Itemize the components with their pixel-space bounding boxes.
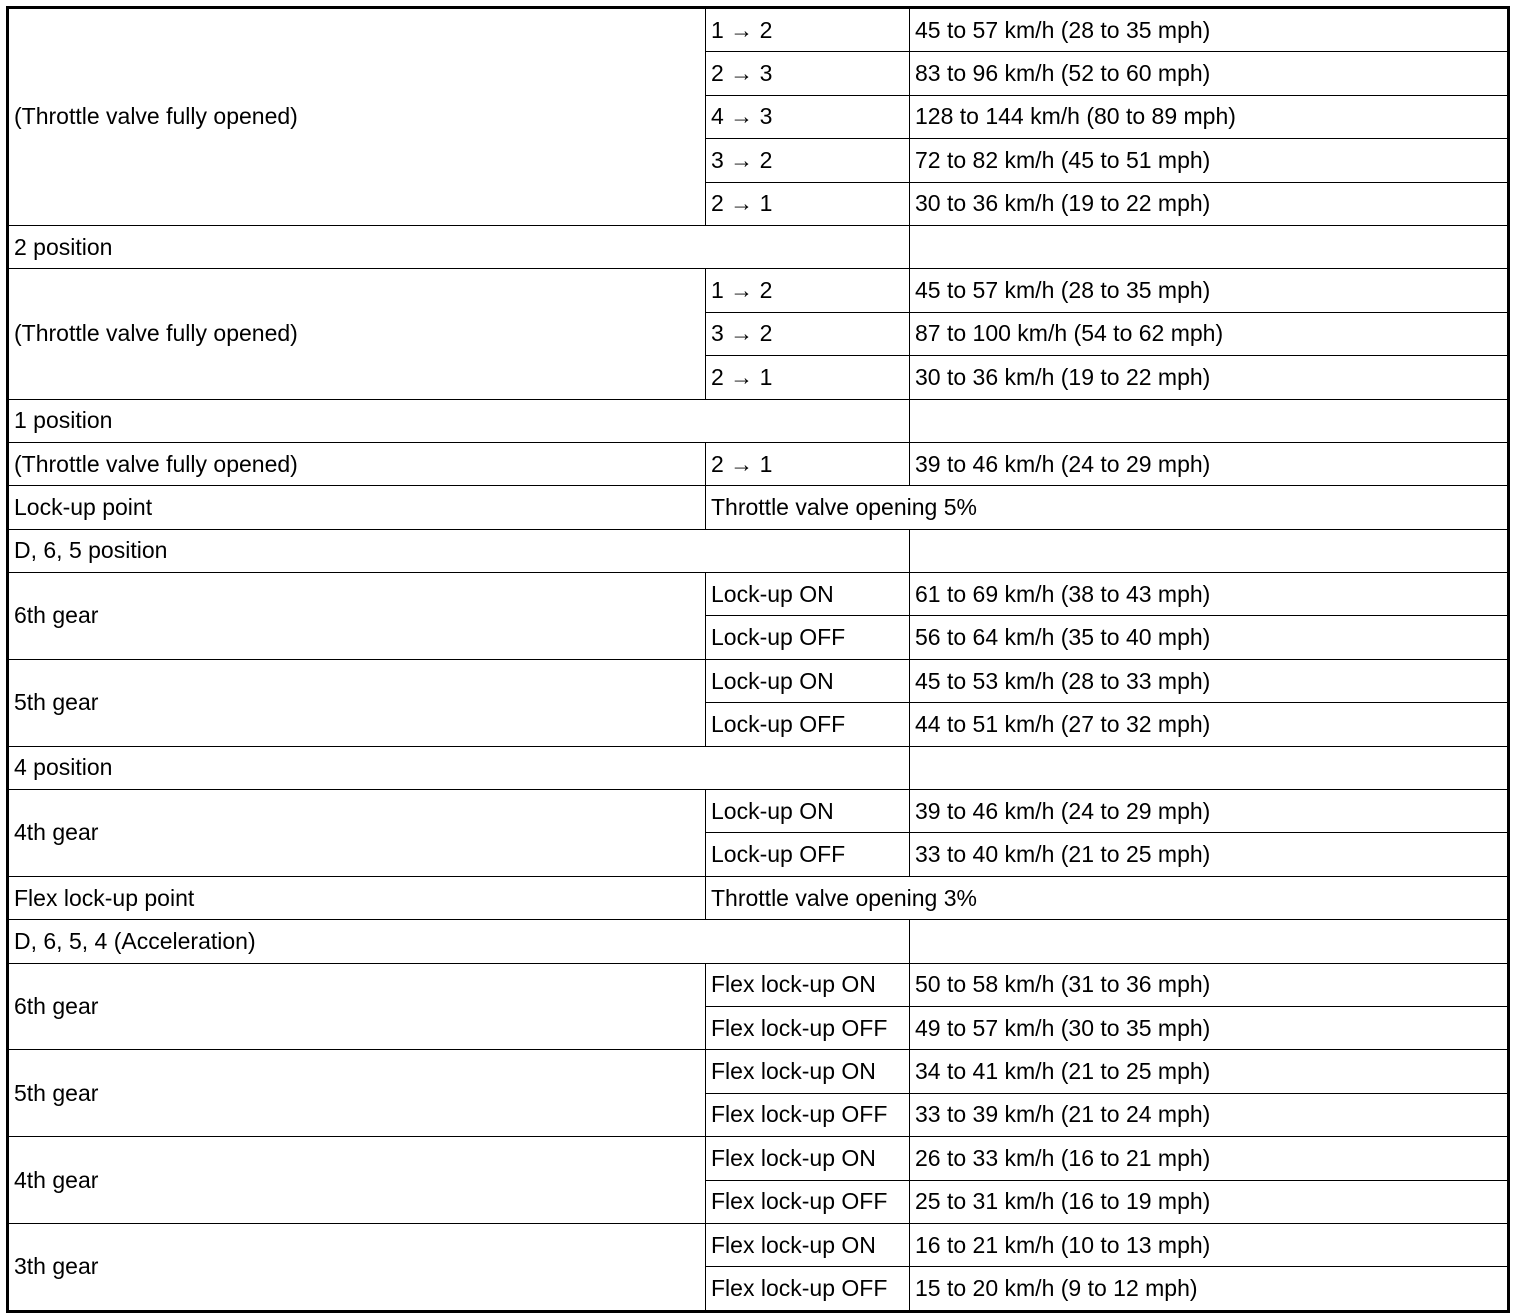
empty-cell bbox=[910, 399, 1509, 442]
state-cell: Flex lock-up ON bbox=[706, 1050, 910, 1093]
speed-cell: 39 to 46 km/h (24 to 29 mph) bbox=[910, 442, 1509, 485]
state-cell: Lock-up OFF bbox=[706, 833, 910, 876]
table-row bbox=[8, 659, 1509, 702]
empty-cell bbox=[910, 920, 1509, 963]
speed-cell: 25 to 31 km/h (16 to 19 mph) bbox=[910, 1180, 1509, 1223]
speed-cell: 16 to 21 km/h (10 to 13 mph) bbox=[910, 1223, 1509, 1266]
lockup-point-value: Throttle valve opening 5% bbox=[706, 486, 1509, 529]
section-heading-row bbox=[8, 225, 1509, 268]
gear-label: 4th gear bbox=[8, 1137, 706, 1224]
state-cell: Lock-up ON bbox=[706, 573, 910, 616]
shift-cell: 2 → 1 bbox=[706, 442, 910, 485]
table-row bbox=[8, 269, 1509, 312]
shift-cell: 2 → 1 bbox=[706, 182, 910, 225]
table-row bbox=[8, 442, 1509, 485]
speed-cell: 72 to 82 km/h (45 to 51 mph) bbox=[910, 139, 1509, 182]
state-cell: Flex lock-up OFF bbox=[706, 1180, 910, 1223]
state-cell: Flex lock-up ON bbox=[706, 1223, 910, 1266]
speed-cell: 45 to 57 km/h (28 to 35 mph) bbox=[910, 269, 1509, 312]
speed-cell: 44 to 51 km/h (27 to 32 mph) bbox=[910, 703, 1509, 746]
section-heading: 4 position bbox=[8, 746, 910, 789]
speed-cell: 30 to 36 km/h (19 to 22 mph) bbox=[910, 356, 1509, 399]
condition-label: (Throttle valve fully opened) bbox=[8, 442, 706, 485]
gear-label: 5th gear bbox=[8, 1050, 706, 1137]
flex-lockup-point-value: Throttle valve opening 3% bbox=[706, 876, 1509, 919]
shift-speed-table bbox=[6, 6, 1510, 1313]
section-heading-row bbox=[8, 399, 1509, 442]
table-row bbox=[8, 1223, 1509, 1266]
section-heading: D, 6, 5, 4 (Acceleration) bbox=[8, 920, 910, 963]
speed-cell: 34 to 41 km/h (21 to 25 mph) bbox=[910, 1050, 1509, 1093]
section-heading: D, 6, 5 position bbox=[8, 529, 910, 572]
speed-cell: 61 to 69 km/h (38 to 43 mph) bbox=[910, 573, 1509, 616]
table-row bbox=[8, 486, 1509, 529]
gear-label: 6th gear bbox=[8, 963, 706, 1050]
shift-cell: 3 → 2 bbox=[706, 312, 910, 355]
speed-cell: 33 to 40 km/h (21 to 25 mph) bbox=[910, 833, 1509, 876]
condition-label: (Throttle valve fully opened) bbox=[8, 269, 706, 399]
gear-label: 4th gear bbox=[8, 790, 706, 877]
table-row bbox=[8, 790, 1509, 833]
speed-cell: 83 to 96 km/h (52 to 60 mph) bbox=[910, 52, 1509, 95]
shift-cell: 4 → 3 bbox=[706, 95, 910, 138]
state-cell: Flex lock-up OFF bbox=[706, 1093, 910, 1136]
condition-label: (Throttle valve fully opened) bbox=[8, 8, 706, 226]
speed-cell: 30 to 36 km/h (19 to 22 mph) bbox=[910, 182, 1509, 225]
shift-cell: 2 → 1 bbox=[706, 356, 910, 399]
state-cell: Lock-up OFF bbox=[706, 703, 910, 746]
speed-cell: 50 to 58 km/h (31 to 36 mph) bbox=[910, 963, 1509, 1006]
state-cell: Lock-up ON bbox=[706, 790, 910, 833]
state-cell: Flex lock-up ON bbox=[706, 1137, 910, 1180]
state-cell: Flex lock-up OFF bbox=[706, 1267, 910, 1311]
speed-cell: 39 to 46 km/h (24 to 29 mph) bbox=[910, 790, 1509, 833]
gear-label: 5th gear bbox=[8, 659, 706, 746]
state-cell: Lock-up OFF bbox=[706, 616, 910, 659]
section-heading: 1 position bbox=[8, 399, 910, 442]
gear-label: 6th gear bbox=[8, 573, 706, 660]
shift-cell: 1 → 2 bbox=[706, 269, 910, 312]
speed-cell: 128 to 144 km/h (80 to 89 mph) bbox=[910, 95, 1509, 138]
table-row bbox=[8, 1050, 1509, 1093]
shift-cell: 1 → 2 bbox=[706, 8, 910, 52]
speed-cell: 26 to 33 km/h (16 to 21 mph) bbox=[910, 1137, 1509, 1180]
table-row bbox=[8, 8, 1509, 52]
speed-cell: 33 to 39 km/h (21 to 24 mph) bbox=[910, 1093, 1509, 1136]
speed-cell: 49 to 57 km/h (30 to 35 mph) bbox=[910, 1006, 1509, 1049]
table-row bbox=[8, 573, 1509, 616]
state-cell: Lock-up ON bbox=[706, 659, 910, 702]
empty-cell bbox=[910, 746, 1509, 789]
lockup-point-label: Lock-up point bbox=[8, 486, 706, 529]
shift-cell: 2 → 3 bbox=[706, 52, 910, 95]
section-heading-row bbox=[8, 746, 1509, 789]
speed-cell: 15 to 20 km/h (9 to 12 mph) bbox=[910, 1267, 1509, 1311]
table-row bbox=[8, 876, 1509, 919]
state-cell: Flex lock-up ON bbox=[706, 963, 910, 1006]
speed-cell: 87 to 100 km/h (54 to 62 mph) bbox=[910, 312, 1509, 355]
flex-lockup-point-label: Flex lock-up point bbox=[8, 876, 706, 919]
empty-cell bbox=[910, 225, 1509, 268]
state-cell: Flex lock-up OFF bbox=[706, 1006, 910, 1049]
speed-cell: 45 to 53 km/h (28 to 33 mph) bbox=[910, 659, 1509, 702]
table-row bbox=[8, 1137, 1509, 1180]
gear-label: 3th gear bbox=[8, 1223, 706, 1311]
empty-cell bbox=[910, 529, 1509, 572]
shift-cell: 3 → 2 bbox=[706, 139, 910, 182]
section-heading: 2 position bbox=[8, 225, 910, 268]
table-row bbox=[8, 963, 1509, 1006]
speed-cell: 45 to 57 km/h (28 to 35 mph) bbox=[910, 8, 1509, 52]
section-heading-row bbox=[8, 529, 1509, 572]
section-heading-row bbox=[8, 920, 1509, 963]
speed-cell: 56 to 64 km/h (35 to 40 mph) bbox=[910, 616, 1509, 659]
